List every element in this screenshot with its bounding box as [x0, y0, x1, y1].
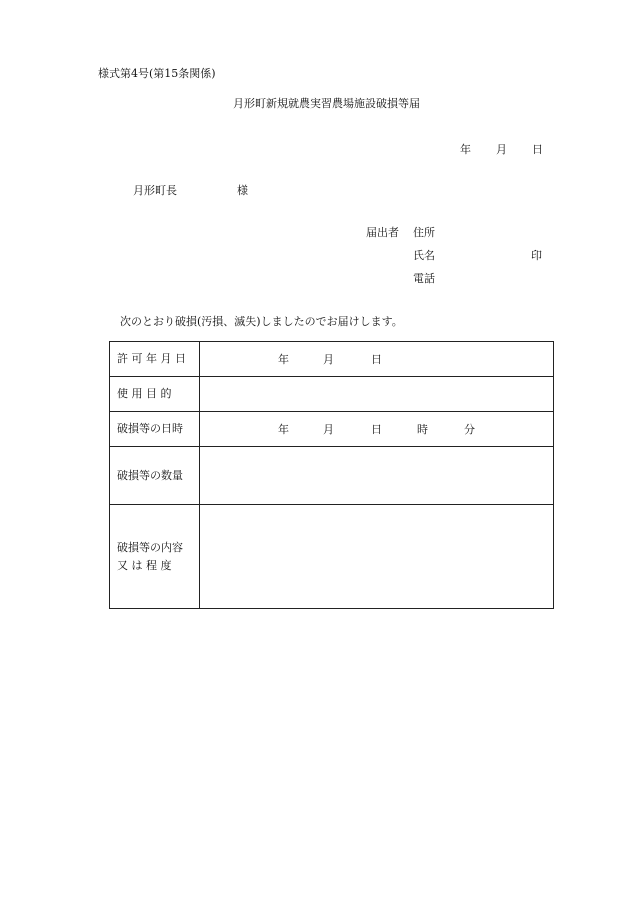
permit-date-field[interactable] — [200, 342, 554, 377]
damage-datetime-row — [110, 412, 554, 447]
date-day-label: 日 — [532, 143, 543, 156]
permit-date-row — [110, 342, 554, 377]
statement-text: 次のとおり破損(汚損、滅失)しましたのでお届けします。 — [120, 315, 403, 328]
purpose-field[interactable] — [200, 377, 554, 412]
damage-year-label: 年 — [278, 423, 289, 436]
damage-report-table — [109, 341, 554, 609]
damage-quantity-label: 破損等の数量 — [110, 447, 200, 505]
permit-year-label: 年 — [278, 353, 289, 366]
phone-label: 電話 — [413, 272, 435, 285]
permit-month-label: 月 — [323, 353, 334, 366]
damage-details-label — [110, 505, 200, 609]
date-year-label: 年 — [460, 143, 471, 156]
damage-details-row — [110, 505, 554, 609]
damage-details-field[interactable] — [200, 505, 554, 609]
seal-mark: 印 — [531, 249, 542, 262]
permit-date-label: 許 可 年 月 日 — [110, 342, 200, 377]
purpose-row — [110, 377, 554, 412]
damage-quantity-row — [110, 447, 554, 505]
damage-month-label: 月 — [323, 423, 334, 436]
damage-quantity-field[interactable] — [200, 447, 554, 505]
applicant-role: 届出者 — [366, 226, 399, 239]
document-title: 月形町新規就農実習農場施設破損等届 — [233, 97, 420, 110]
damage-details-label-line1: 破損等の内容 — [117, 540, 183, 554]
purpose-label: 使 用 目 的 — [110, 377, 200, 412]
name-label: 氏名 — [413, 249, 435, 262]
form-number: 様式第4号(第15条関係) — [98, 67, 216, 80]
damage-minute-label: 分 — [464, 423, 475, 436]
damage-hour-label: 時 — [417, 423, 428, 436]
address-label: 住所 — [413, 226, 435, 239]
damage-day-label: 日 — [371, 423, 382, 436]
addressee-name: 月形町長 — [133, 184, 177, 197]
damage-datetime-label: 破損等の日時 — [110, 412, 200, 447]
date-month-label: 月 — [496, 143, 507, 156]
damage-datetime-field[interactable] — [200, 412, 554, 447]
addressee-honorific: 様 — [237, 184, 248, 197]
permit-day-label: 日 — [371, 353, 382, 366]
damage-details-label-line2: 又 は 程 度 — [117, 558, 172, 572]
